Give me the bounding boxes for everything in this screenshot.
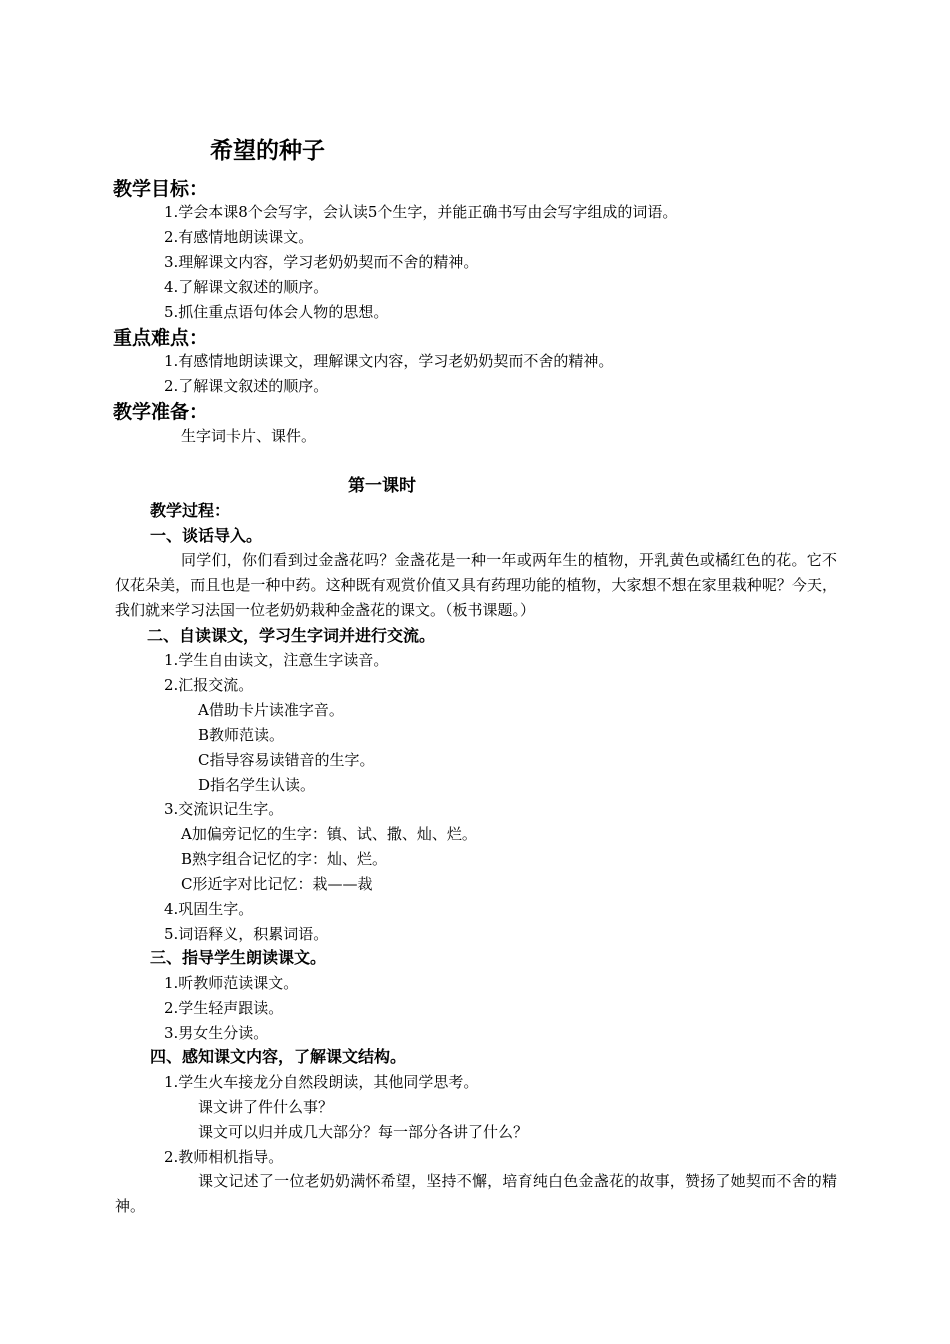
objective-item: 4.了解课文叙述的顺序。 [164, 278, 329, 296]
list-item: C形近字对比记忆：栽——裁 [181, 875, 373, 893]
list-item: B熟字组合记忆的字：灿、烂。 [181, 850, 388, 868]
list-item: C指导容易读错音的生字。 [198, 751, 375, 769]
list-item: 2.学生轻声跟读。 [164, 999, 284, 1017]
list-item: 2.教师相机指导。 [164, 1148, 284, 1166]
list-item: D指名学生认读。 [198, 776, 316, 794]
list-item: A加偏旁记忆的生字：镇、试、撒、灿、烂。 [181, 825, 477, 843]
intro-paragraph: 同学们，你们看到过金盏花吗？金盏花是一种一年或两年生的植物，开乳黄色或橘红色的花。它不仅花朵美，而且也是一种中药。这种既有观赏价值又具有药理功能的植物，大家想不想在家里栽种呢？今天，我们就来学习法国一位老奶奶栽种金盏花的课文。（板书课题。） [115, 551, 837, 619]
list-item: 5.词语释义，积累词语。 [164, 925, 329, 943]
list-item: 1.学生自由读文，注意生字读音。 [164, 651, 389, 669]
section-heading: 一、谈话导入。 [150, 526, 263, 545]
key-point-item: 1.有感情地朗读课文，理解课文内容，学习老奶奶契而不舍的精神。 [164, 352, 614, 370]
list-item: 2.汇报交流。 [164, 676, 254, 694]
lesson-title: 第一课时 [348, 476, 416, 496]
objective-item: 5.抓住重点语句体会人物的思想。 [164, 303, 389, 321]
list-item: 4.巩固生字。 [164, 900, 254, 918]
list-item: A借助卡片读准字音。 [198, 701, 344, 719]
objective-item: 3.理解课文内容，学习老奶奶契而不舍的精神。 [164, 253, 479, 271]
objective-item: 2.有感情地朗读课文。 [164, 228, 314, 246]
section-heading: 三、指导学生朗读课文。 [150, 948, 327, 967]
summary-paragraph: 课文记述了一位老奶奶满怀希望，坚持不懈，培育纯白色金盏花的故事，赞扬了她契而不舍的精神。 [115, 1172, 837, 1215]
section-heading: 二、自读课文，学习生字词并进行交流。 [147, 626, 436, 645]
list-item: 课文讲了件什么事？ [198, 1098, 334, 1116]
objectives-heading: 教学目标： [113, 178, 209, 200]
key-points-heading: 重点难点： [113, 327, 209, 349]
preparation-text: 生字词卡片、课件。 [181, 427, 317, 445]
document-title: 希望的种子 [210, 137, 325, 164]
list-item: 3.交流识记生字。 [164, 800, 284, 818]
process-heading: 教学过程： [150, 501, 231, 520]
list-item: 1.学生火车接龙分自然段朗读，其他同学思考。 [164, 1073, 479, 1091]
preparation-heading: 教学准备： [113, 401, 209, 423]
objective-item: 1.学会本课8个会写字，会认读5个生字，并能正确书写由会写字组成的词语。 [164, 203, 678, 221]
key-point-item: 2.了解课文叙述的顺序。 [164, 377, 329, 395]
list-item: 课文可以归并成几大部分？每一部分各讲了什么？ [198, 1123, 529, 1141]
list-item: 3.男女生分读。 [164, 1024, 269, 1042]
list-item: B教师范读。 [198, 726, 285, 744]
list-item: 1.听教师范读课文。 [164, 974, 299, 992]
section-heading: 四、感知课文内容，了解课文结构。 [150, 1047, 407, 1066]
